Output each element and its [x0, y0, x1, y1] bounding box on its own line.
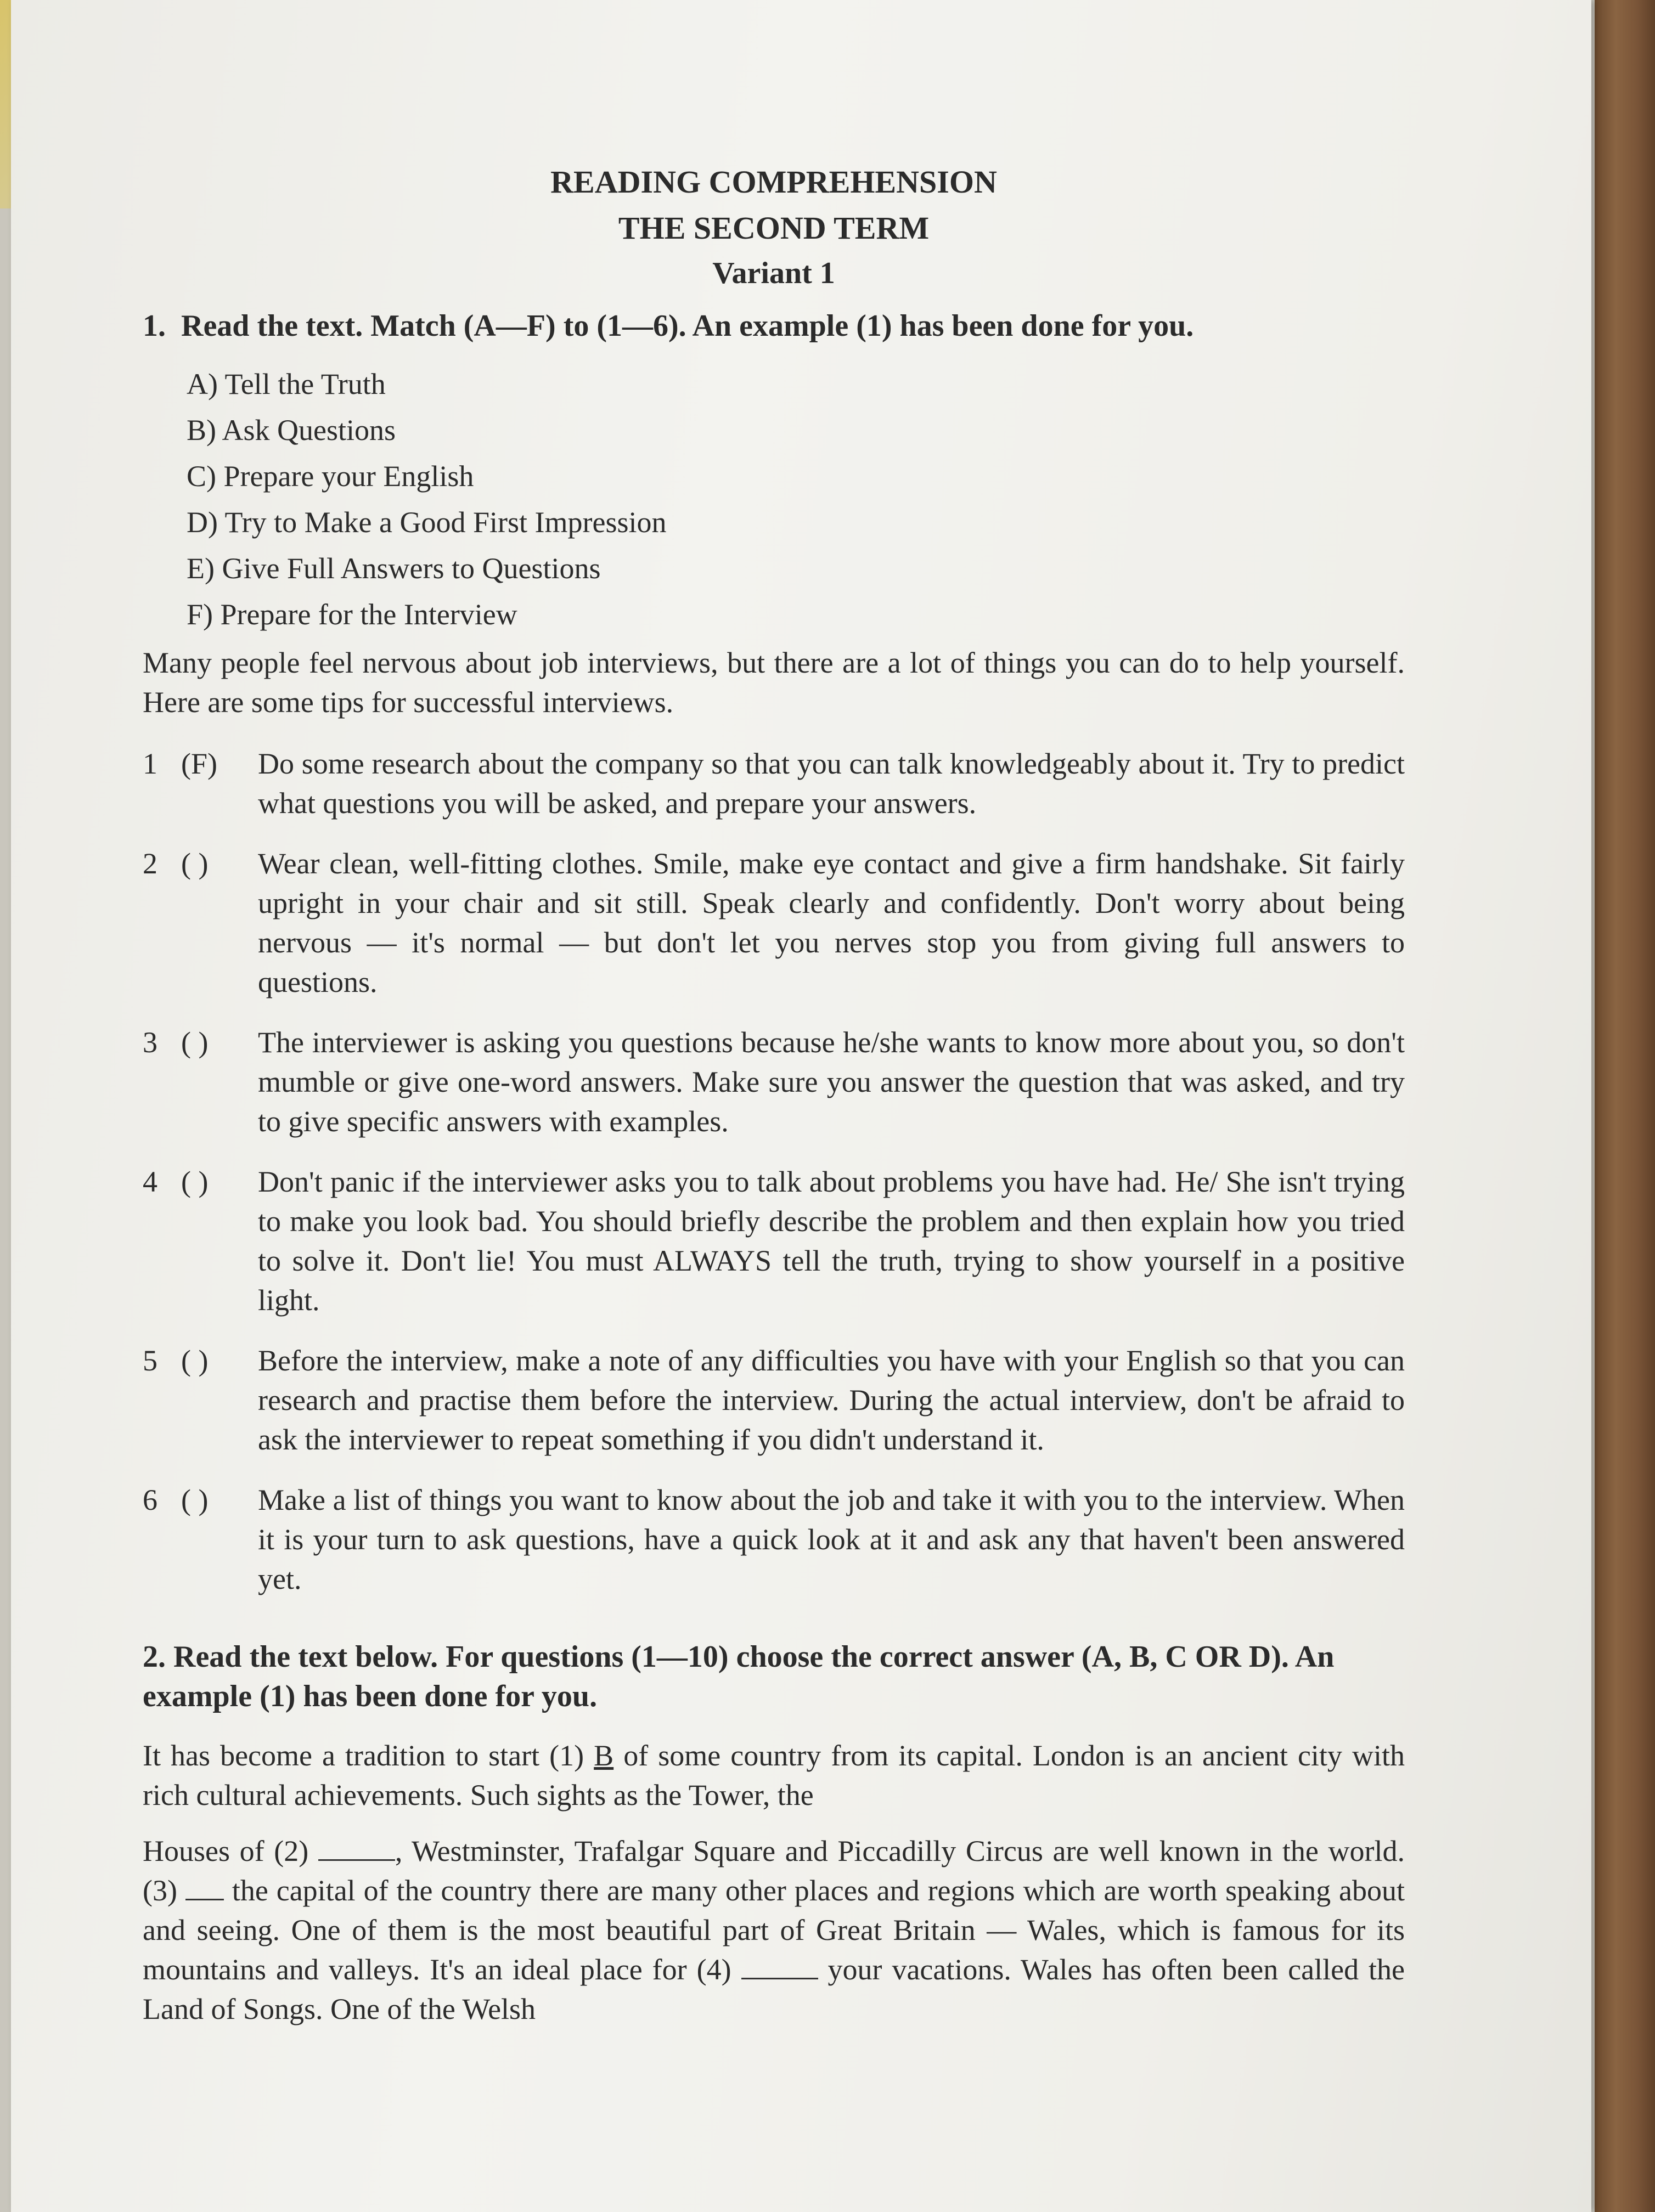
worksheet-title: READING COMPREHENSION: [550, 164, 997, 200]
text-run: It has become a tradition to start (1): [143, 1739, 594, 1772]
worksheet-content: [143, 159, 1405, 2045]
answer-blank-4: [741, 1950, 818, 1979]
tip-number: 4: [143, 1165, 157, 1198]
task2-paragraph-1: [143, 1736, 1405, 1815]
tip-answer-slot: ( ): [181, 1165, 209, 1198]
task1-instruction-text: Read the text. Match (A—F) to (1—6). An example (1) has been done for you.: [181, 309, 1194, 343]
tip-text: The interviewer is asking you questions because he/she wants to know more about you, so don't mumble or give one-word answers. Make sure you answer the question that was asked, and try to give specific answers with examples.: [258, 1026, 1405, 1138]
tip-text: Do some research about the company so that you can talk knowledgeably about it. Try to predict what questions you will be asked, and prepare your answers.: [258, 747, 1405, 820]
tip-item: [143, 1162, 1405, 1320]
task1-number: 1.: [143, 309, 166, 343]
task1-instruction: [143, 306, 1405, 346]
tip-answer-slot: (F): [181, 747, 217, 780]
heading-options-list: [187, 361, 1405, 637]
text-run: of some country from its capital. London is an ancient city with rich cultural achievements. Such sights as the Tower, the: [143, 1739, 1405, 1812]
task2-instruction: 2. Read the text below. For questions (1—10) choose the correct answer (A, B, C OR D). An example (1) has been done for you.: [143, 1640, 1335, 1713]
tip-text: Before the interview, make a note of any difficulties you have with your English so that you can research and practise them before the interview. During the actual interview, don't be afraid to ask the interviewer to repeat something if you didn't understand it.: [258, 1344, 1405, 1456]
tip-number: 2: [143, 847, 157, 880]
tip-text: Wear clean, well-fitting clothes. Smile, make eye contact and give a firm handshake. Sit fairly upright in your chair and sit still. Speak clearly and confidently. Don't worry about being nervous — it's normal — but don't let you nerves stop you from giving full answers to questions.: [258, 847, 1405, 998]
option-e: E) Give Full Answers to Questions: [187, 552, 601, 585]
tip-answer-slot: ( ): [181, 1344, 209, 1377]
tip-number: 1: [143, 747, 157, 780]
tip-answer-slot: ( ): [181, 1483, 209, 1516]
option-c: C) Prepare your English: [187, 460, 474, 493]
option-a: A) Tell the Truth: [187, 368, 386, 400]
text-run: Houses of (2): [143, 1835, 318, 1867]
task2-paragraph-2: [143, 1831, 1405, 2029]
answer-blank-2: [318, 1832, 395, 1861]
text-run: the capital of the country there are many other places and regions which are worth speaking about and seeing. One of them is the most beautiful part of Great Britain — Wales, which is famous for its mountains and valleys. It's an ideal place for (4): [143, 1874, 1405, 1986]
worksheet-page: [11, 0, 1591, 2212]
worksheet-subtitle: THE SECOND TERM: [618, 210, 930, 246]
option-f: F) Prepare for the Interview: [187, 598, 517, 631]
task2-section: [143, 1637, 1405, 2029]
tip-item: [143, 1480, 1405, 1599]
example-answer: B: [594, 1739, 614, 1772]
answer-blank-3: [185, 1871, 224, 1900]
task1-intro-paragraph: Many people feel nervous about job interviews, but there are a lot of things you can do to help yourself. Here are some tips for successful interviews.: [143, 646, 1405, 719]
option-d: D) Try to Make a Good First Impression: [187, 506, 667, 539]
wooden-table-edge: [1595, 0, 1655, 2212]
tip-text: Make a list of things you want to know about the job and take it with you to the interview. When it is your turn to ask questions, have a quick look at it and ask any that haven't been answered yet.: [258, 1483, 1405, 1595]
tip-item: [143, 1341, 1405, 1459]
tip-item: [143, 1023, 1405, 1141]
tip-item: [143, 744, 1405, 823]
worksheet-variant: Variant 1: [712, 256, 835, 290]
text-run: your vacations. Wales has often been called the Land of Songs. One of the Welsh: [143, 1953, 1405, 2025]
text-run: , Westminster, Trafalgar Square and Piccadilly Circus are well known in the world. (3): [143, 1835, 1405, 1907]
tip-number: 6: [143, 1483, 157, 1516]
tip-answer-slot: ( ): [181, 1026, 209, 1059]
tips-list: [143, 744, 1405, 1599]
option-b: B) Ask Questions: [187, 414, 396, 447]
tip-number: 3: [143, 1026, 157, 1059]
tip-item: [143, 844, 1405, 1002]
tip-text: Don't panic if the interviewer asks you to talk about problems you have had. He/ She isn't trying to make you look bad. You should briefly describe the problem and then explain how you tried to solve it. Don't lie! You must ALWAYS tell the truth, trying to show yourself in a positive light.: [258, 1165, 1405, 1317]
tip-number: 5: [143, 1344, 157, 1377]
tip-answer-slot: ( ): [181, 847, 209, 880]
